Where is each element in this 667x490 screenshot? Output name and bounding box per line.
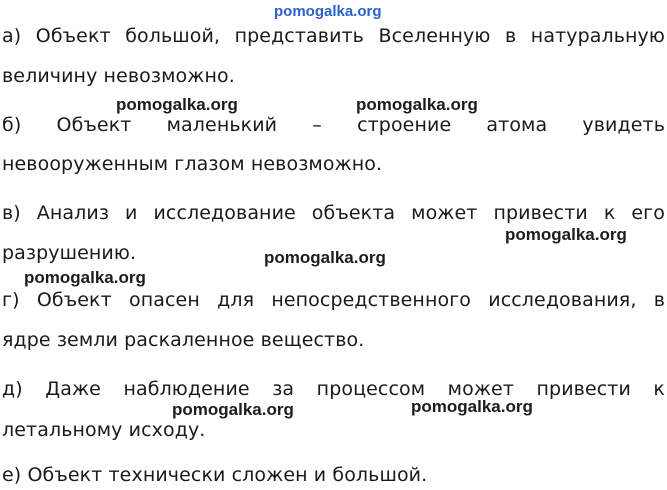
watermark-3: pomogalka.org xyxy=(505,225,627,244)
item-e-line-2: летальному исходу. xyxy=(2,419,206,441)
item-b-line-2: невооруженным глазом невозможно. xyxy=(2,153,383,175)
item-d-line-2: ядре земли раскаленное вещество. xyxy=(2,329,365,351)
item-c-line-1: в) Анализ и исследование объекта может привести к его xyxy=(2,202,665,224)
watermark-5: pomogalka.org xyxy=(24,268,146,287)
item-e-line-1: д) Даже наблюдение за процессом может привести к xyxy=(2,378,665,400)
watermark-2: pomogalka.org xyxy=(356,95,478,114)
item-b-line-1: б) Объект маленький – строение атома увидеть xyxy=(2,114,665,136)
watermark-7: pomogalka.org xyxy=(172,400,294,419)
watermark-4: pomogalka.org xyxy=(264,248,386,267)
item-f-line-1: е) Объект технически сложен и большой. xyxy=(2,464,428,486)
item-c-line-2: разрушению. xyxy=(2,242,137,264)
watermark-header: pomogalka.org xyxy=(274,3,382,20)
item-a-line-2: величину невозможно. xyxy=(2,65,235,87)
item-a-line-1: а) Объект большой, представить Вселенную в натуральную xyxy=(2,25,665,47)
watermark-6: pomogalka.org xyxy=(411,397,533,416)
item-d-line-1: г) Объект опасен для непосредственного исследования, в xyxy=(2,289,665,311)
watermark-1: pomogalka.org xyxy=(116,95,238,114)
